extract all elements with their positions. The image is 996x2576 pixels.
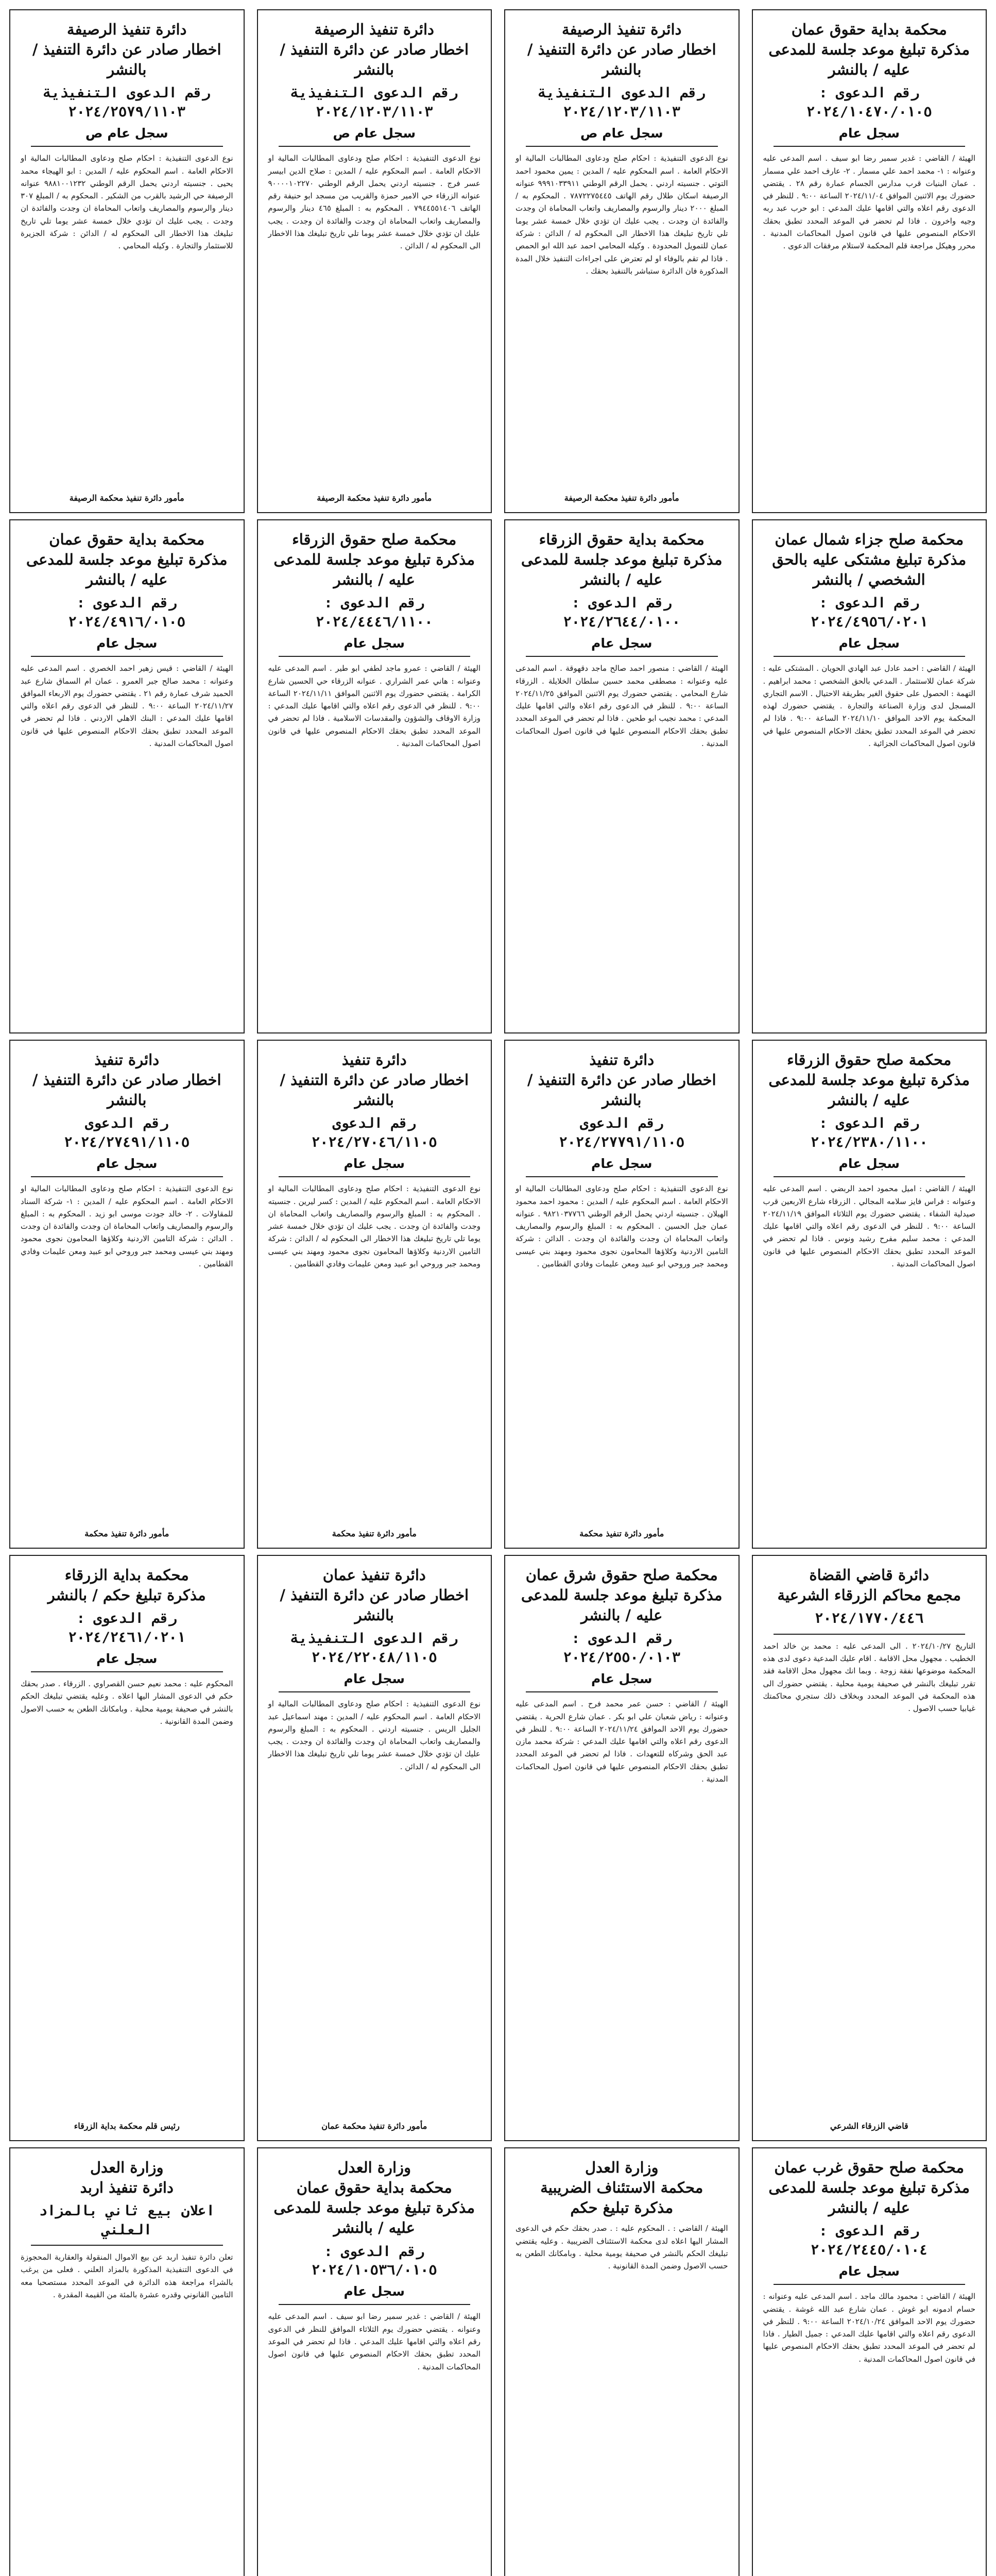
- notice-body: الهيئة / القاضي : . المحكوم عليه : . صدر بحقك حكم في الدعوى المشار اليها اعلاه لدى محكمة الاستئناف الضريبية . وعليه يقتضي تبليغك الحكم بالنشر في صحيفة يومية محلية . وبامكانك الطعن به حسب الاصول وضمن المدة القانونية .: [516, 2224, 728, 2271]
- notice-body: نوع الدعوى التنفيذية : احكام صلح ودعاوى المطالبات المالية او الاحكام العامة . اسم المحكوم عليه / المدين : يمين محمود احمد التوتي . جنسيته اردني . يحمل الرقم الوطني ٩٩٩١٠٣٣٩١١ عنوانه الرصيفة اسكان طلال رقم الهاتف ٧٨٧٢٢٧٥٤٤٥ . المحكوم به / المبلغ ٢٠٠٠ دينار والرسوم والمصاريف واتعاب المحاماة ان وجدت والفائدة ان وجدت . يجب عليك ان تؤدي خلال خمسة عشر يوما تلي تاريخ تبليغك هذا الاخطار الى المحكوم له / الدائن : شركة عمان للتمويل المحدودة . وكيله المحامي احمد عبد الله ابو الحمص . فاذا لم تقم بالوفاء او لم تعترض على اجراءات التنفيذ خلال المدة المذكورة فان الدائرة ستباشر بالتنفيذ بحقك .: [516, 154, 728, 276]
- notice-signature: مأمور دائرة تنفيذ محكمة الرصيفة: [317, 493, 432, 503]
- divider: [774, 146, 966, 147]
- notice-body: الهيئة / القاضي : احمد عادل عبد الهادي الحويان . المشتكى عليه : شركة عمان للاستثمار . المدعي بالحق الشخصي : محمد ابراهيم . التهمة : الحصول على حقوق الغير بطريقة الاحتيال . الاسم التجاري المسجل لدى وزارة الصناعة والتجارة . يقتضي حضورك لهذه المحكمة يوم الاحد الموافق ٢٠٢٤/١١/١٠ الساعة ٩:٠٠ . فاذا لم تحضر في الموعد المحدد تطبق بحقك الاحكام المنصوص عليها في قانون اصول المحاكمات الجزائية .: [763, 664, 976, 749]
- notice-header: دائرة تنفيذ اخطار صادر عن دائرة التنفيذ / بالنشر: [280, 1051, 469, 1109]
- legal-notice: [504, 2147, 740, 2576]
- notice-header: محكمة صلح حقوق شرق عمان مذكرة تبليغ موعد جلسة للمدعى عليه / بالنشر: [521, 1566, 723, 1624]
- register-label: سجل عام: [838, 636, 900, 651]
- legal-notice: [9, 1555, 245, 2141]
- legal-notice: [504, 1555, 740, 2141]
- notice-header: محكمة صلح حقوق غرب عمان مذكرة تبليغ موعد جلسة للمدعى عليه / بالنشر: [768, 2159, 970, 2217]
- register-label: سجل عام: [344, 636, 405, 651]
- legal-notice: [752, 1040, 987, 1549]
- register-label: سجل عام: [591, 636, 652, 651]
- notice-header: دائرة تنفيذ عمان اخطار صادر عن دائرة التنفيذ / بالنشر: [280, 1566, 469, 1624]
- notice-signature: مأمور دائرة تنفيذ محكمة: [84, 1529, 169, 1538]
- notice-body: الهيئة / القاضي : غدير سمير رضا ابو سيف . اسم المدعى عليه وعنوانه : ١- محمد احمد علي مسمار . ٢- عارف احمد علي مسمار . عمان البنيات قرب مدارس الجسام عمارة رقم ٢٨ . يقتضي حضورك يوم الاثنين الموافق ٢٠٢٤/١١/٠٤ الساعة ٩:٠٠ . للنظر في الدعوى رقم اعلاه والتي اقامها عليك المدعي : ابو حرب عبد ربه وجيه واخرون . فاذا لم تحضر في الموعد المحدد تطبق بحقك الاحكام المنصوص عليها في قانون اصول المحاكمات المدنية . محرر وهيكل مراجعة قلم المحكمة لاستلام مرفقات الدعوى .: [763, 154, 976, 251]
- case-number: رقم الدعوى : ٢٠٢٤/٢٣٨٠/١١٠٠: [810, 1115, 928, 1150]
- legal-notice: [504, 1040, 740, 1549]
- case-number: رقم الدعوى التنفيذية ٢٠٢٤/١٢٠٣/١١٠٣: [538, 85, 706, 120]
- legal-notice: [257, 1555, 492, 2141]
- divider: [31, 656, 223, 657]
- case-number: رقم الدعوى ٢٠٢٤/٢٧٧٩١/١١٠٥: [559, 1115, 685, 1150]
- case-number: رقم الدعوى : ٢٠٢٤/٢٦٤٤/٠١٠٠: [563, 595, 681, 630]
- legal-notice: [9, 519, 245, 1033]
- notice-header: دائرة تنفيذ اخطار صادر عن دائرة التنفيذ / بالنشر: [32, 1051, 221, 1109]
- register-label: سجل عام: [838, 126, 900, 141]
- case-number: رقم الدعوى : ٢٠٢٤/٢٤٤٥/٠١٠٤: [810, 2223, 928, 2258]
- notice-body: نوع الدعوى التنفيذية : احكام صلح ودعاوى المطالبات المالية او الاحكام العامة . اسم المحكوم عليه / المدين : محمود احمد محمود الهيلان . جنسيته اردني يحمل الرقم الوطني ٩٨٢١٠٣٧٧٦٦ . عنوانه عمان جبل الحسين . المحكوم به : المبلغ والرسوم والمصاريف واتعاب المحاماة ان وجدت والفائدة ان وجدت . الدائن : شركة التامين الاردنية وكلاؤها المحامون نجوى محمود ومهند بني عيسى ومحمد جبر وروحي ابو عبيد ومعن عليمات وفادي القطامين .: [516, 1184, 728, 1269]
- notice-body: المحكوم عليه : محمد نعيم حسن القصراوي . الزرقاء . صدر بحقك حكم في الدعوى المشار اليها اعلاه . وعليه يقتضي تبليغك الحكم بالنشر في صحيفة يومية محلية . وبامكانك الطعن به حسب الاصول وضمن المدة القانونية .: [21, 1679, 233, 1726]
- legal-notice: [752, 1555, 987, 2141]
- register-label: سجل عام: [591, 1156, 652, 1172]
- legal-notice: [257, 1040, 492, 1549]
- legal-notice: [9, 1040, 245, 1549]
- case-number: رقم الدعوى : ٢٠٢٤/٤٤٤٦/١١٠٠: [315, 595, 433, 630]
- notice-signature: مأمور دائرة تنفيذ محكمة: [579, 1529, 664, 1538]
- notice-body: التاريخ ٢٠٢٤/١٠/٢٧ . الى المدعى عليه : محمد بن خالد احمد الخطيب . مجهول محل الاقامة . اقام عليك المدعية دعوى لدى هذه المحكمة موضوعها نفقة زوجة . وبما انك مجهول محل الاقامة فقد تقرر تبليغك بالنشر في صحيفة يومية محلية . يقتضي حضورك الى هذه المحكمة في الموعد المحدد وبخلاف ذلك ستجري محاكمتك غيابيا حسب الاصول .: [763, 1641, 975, 1714]
- divider: [31, 1176, 223, 1177]
- notice-header: دائرة تنفيذ الرصيفة اخطار صادر عن دائرة التنفيذ / بالنشر: [527, 21, 716, 79]
- register-label: سجل عام ص: [333, 126, 416, 141]
- case-number: اعلان بيع ثاني بالمزاد العلني: [39, 2203, 215, 2238]
- notice-body: تعلن دائرة تنفيذ اربد عن بيع الاموال المنقولة والعقارية المحجوزة في الدعوى التنفيذية المذكورة بالمزاد العلني . فعلى من يرغب بالشراء مراجعة هذه الدائرة في الموعد المحدد مستصحبا معه التامين القانوني وقدره عشرة بالمئة من القيمة المقدرة .: [21, 2252, 233, 2300]
- register-label: سجل عام ص: [85, 126, 168, 141]
- divider: [526, 146, 718, 147]
- notice-signature: رئيس قلم محكمة بداية الزرقاء: [74, 2121, 180, 2131]
- legal-notice: [752, 2147, 987, 2576]
- notice-body: الهيئة / القاضي : غدير سمير رضا ابو سيف . اسم المدعى عليه وعنوانه . يقتضي حضورك يوم الثلاثاء الموافق للنظر في الدعوى رقم اعلاه والتي اقامها عليك المدعي . فاذا لم تحضر في الموعد المحدد تطبق بحقك الاحكام المنصوص عليها في قانون اصول المحاكمات المدنية .: [268, 2312, 480, 2371]
- legal-notice: [9, 9, 245, 513]
- notice-header: وزارة العدل محكمة الاستئناف الضريبية مذكرة تبليغ حكم: [540, 2159, 703, 2217]
- notice-body: نوع الدعوى التنفيذية : احكام صلح ودعاوى المطالبات المالية او الاحكام العامة . اسم المحكوم عليه / المدين : مهند اسماعيل عبد الجليل الريس . جنسيته اردني . المحكوم به : المبلغ والرسوم والمصاريف واتعاب المحاماة ان وجدت والفائدة ان وجدت . يجب عليك ان تؤدي خلال خمسة عشر يوما تلي تاريخ تبليغك هذا الاخطار الى المحكوم له / الدائن .: [268, 1699, 480, 1771]
- divider: [526, 1176, 718, 1177]
- case-number: رقم الدعوى ٢٠٢٤/٢٧٠٤٦/١١٠٥: [311, 1115, 437, 1150]
- legal-notice: [257, 519, 492, 1033]
- case-number: رقم الدعوى : ٢٠٢٤/٢٥٥٠/٠١٠٣: [563, 1631, 681, 1666]
- notice-signature: قاضي الزرقاء الشرعي: [830, 2121, 908, 2131]
- case-number: رقم الدعوى التنفيذية ٢٠٢٤/٢٢٠٤٨/١١٠٥: [290, 1631, 458, 1666]
- divider: [279, 2304, 471, 2305]
- notice-signature: مأمور دائرة تنفيذ محكمة الرصيفة: [69, 493, 184, 503]
- notice-header: محكمة بداية حقوق عمان مذكرة تبليغ موعد جلسة للمدعى عليه / بالنشر: [26, 531, 228, 589]
- legal-notice: [752, 519, 987, 1033]
- register-label: سجل عام: [96, 636, 158, 651]
- notice-signature: مأمور دائرة تنفيذ محكمة عمان: [321, 2121, 427, 2131]
- legal-notice: [9, 2147, 245, 2576]
- divider: [31, 146, 223, 147]
- notice-header: وزارة العدل دائرة تنفيذ اربد: [80, 2159, 174, 2197]
- notice-header: محكمة بداية حقوق الزرقاء مذكرة تبليغ موعد جلسة للمدعى عليه / بالنشر: [521, 531, 723, 589]
- notice-body: الهيئة / القاضي : منصور احمد صالح ماجد دقهوقة . اسم المدعى عليه وعنوانه : مصطفى محمد حسين سلطان الخلايلة . الزرقاء شارع المحامي . يقتضي حضورك يوم الاثنين الموافق ٢٠٢٤/١١/٢٥ الساعة ٩:٠٠ . للنظر في الدعوى رقم اعلاه والتي اقامها عليك المدعي : محمد نجيب ابو طحين . فاذا لم تحضر في الموعد المحدد تطبق بحقك الاحكام المنصوص عليها في قانون اصول المحاكمات المدنية .: [516, 664, 728, 749]
- register-label: سجل عام: [591, 1671, 652, 1687]
- notice-header: محكمة بداية حقوق عمان مذكرة تبليغ موعد جلسة للمدعى عليه / بالنشر: [768, 21, 970, 79]
- notice-body: نوع الدعوى التنفيذية : احكام صلح ودعاوى المطالبات المالية او الاحكام العامة . اسم المحكوم عليه / المدين : ابو الهيجاء محمد يحيى . جنسيته اردني يحمل الرقم الوطني ٩٨٨١٠٠١٢٣٢ عنوانه الرصيفة حي الرشيد بالقرب من الشكير . المحكوم به / المبلغ ٣٠٧ دينار والرسوم والمصاريف واتعاب المحاماة ان وجدت والفائدة ان وجدت . يجب عليك ان تؤدي خلال خمسة عشر يوما تلي تاريخ تبليغك هذا الاخطار الى المحكوم له / الدائن : شركة الجزيرة للاستثمار والتجارة . وكيله المحامي .: [21, 154, 233, 251]
- notice-header: دائرة تنفيذ الرصيفة اخطار صادر عن دائرة التنفيذ / بالنشر: [32, 21, 221, 79]
- case-number: رقم الدعوى التنفيذية ٢٠٢٤/١٢٠٣/١١٠٣: [290, 85, 458, 120]
- case-number: رقم الدعوى : ٢٠٢٤/٤٩١٦/٠١٠٥: [68, 595, 186, 630]
- case-number: رقم الدعوى : ٢٠٢٤/٤٩٥٦/٠٢٠١: [810, 595, 928, 630]
- divider: [279, 656, 471, 657]
- notice-header: محكمة بداية الزرقاء مذكرة تبليغ حكم / بالنشر: [47, 1566, 206, 1604]
- case-number: رقم الدعوى : ٢٠٢٤/٢٤٦١/٠٢٠١: [68, 1611, 186, 1646]
- notice-signature: مأمور دائرة تنفيذ محكمة الرصيفة: [564, 493, 679, 503]
- case-number: رقم الدعوى : ٢٠٢٤/١٠٤٧٠/٠١٠٥: [806, 85, 932, 120]
- register-label: سجل عام: [344, 1671, 405, 1687]
- divider: [774, 656, 966, 657]
- legal-notice: [257, 2147, 492, 2576]
- notice-body: الهيئة / القاضي : عمرو ماجد لطفي ابو طير . اسم المدعى عليه وعنوانه : هاني عمر الشراري . عنوانه الزرقاء حي الحسين شارع الكرامة . يقتضي حضورك يوم الاثنين الموافق ٢٠٢٤/١١/١١ الساعة ٩:٠٠ . للنظر في الدعوى رقم اعلاه والتي اقامها عليك المدعي : وزارة الاوقاف والشؤون والمقدسات الاسلامية . فاذا لم تحضر في الموعد المحدد تطبق بحقك الاحكام المنصوص عليها في قانون اصول المحاكمات المدنية .: [268, 664, 480, 749]
- register-label: سجل عام: [838, 2264, 900, 2279]
- divider: [31, 2245, 223, 2246]
- case-number: رقم الدعوى التنفيذية ٢٠٢٤/٢٥٧٩/١١٠٣: [43, 85, 211, 120]
- notice-header: محكمة صلح جزاء شمال عمان مذكرة تبليغ مشتكى عليه بالحق الشخصي / بالنشر: [772, 531, 967, 589]
- register-label: سجل عام: [838, 1156, 900, 1172]
- notice-signature: مأمور دائرة تنفيذ محكمة: [332, 1529, 417, 1538]
- legal-notice: [752, 9, 987, 513]
- divider: [774, 1634, 966, 1635]
- legal-notice: [504, 519, 740, 1033]
- divider: [774, 1176, 966, 1177]
- legal-notice: [257, 9, 492, 513]
- notice-body: الهيئة / القاضي : قيس زهير احمد الخصري . اسم المدعى عليه وعنوانه : محمد صالح جبر العمرو . عمان ام السماق شارع عبد الحميد شرف عمارة رقم ٢١ . يقتضي حضورك يوم الاربعاء الموافق ٢٠٢٤/١١/٢٧ الساعة ٩:٠٠ . للنظر في الدعوى رقم اعلاه والتي اقامها عليك المدعي : البنك الاهلي الاردني . فاذا لم تحضر في الموعد المحدد تطبق بحقك الاحكام المنصوص عليها في قانون اصول المحاكمات المدنية .: [21, 664, 233, 749]
- register-label: سجل عام: [96, 1156, 158, 1172]
- legal-notice: [504, 9, 740, 513]
- case-number: رقم الدعوى : ٢٠٢٤/١٠٥٣٦/٠١٠٥: [311, 2243, 437, 2278]
- divider: [526, 656, 718, 657]
- notice-header: دائرة قاضي القضاة مجمع محاكم الزرقاء الشرعية: [777, 1566, 961, 1604]
- notice-header: وزارة العدل محكمة بداية حقوق عمان مذكرة تبليغ موعد جلسة للمدعى عليه / بالنشر: [273, 2159, 475, 2237]
- case-number: رقم الدعوى ٢٠٢٤/٢٧٤٩١/١١٠٥: [64, 1115, 190, 1150]
- notice-header: محكمة صلح حقوق الزرقاء مذكرة تبليغ موعد جلسة للمدعى عليه / بالنشر: [273, 531, 475, 589]
- register-label: سجل عام: [96, 1651, 158, 1667]
- notice-header: محكمة صلح حقوق الزرقاء مذكرة تبليغ موعد جلسة للمدعى عليه / بالنشر: [768, 1051, 970, 1109]
- divider: [279, 1176, 471, 1177]
- divider: [774, 2284, 966, 2285]
- notice-body: الهيئة / القاضي : محمود مالك ماجد . اسم المدعى عليه وعنوانه : حسام ادمونه ابو غوش . عمان شارع عبد الله غوشة . يقتضي حضورك يوم الاحد الموافق ٢٠٢٤/١٠/٢٤ الساعة ٩:٠٠ . للنظر في الدعوى رقم اعلاه والتي اقامها عليك المدعي : جميل الطيار . فاذا لم تحضر في الموعد المحدد تطبق بحقك الاحكام المنصوص عليها في قانون اصول المحاكمات المدنية .: [763, 2292, 976, 2364]
- notice-body: الهيئة / القاضي : اميل محمود احمد الربضي . اسم المدعى عليه وعنوانه : فراس فايز سلامه المجالي . الزرقاء شارع الاربعين قرب صيدلية الشفاء . يقتضي حضورك يوم الثلاثاء الموافق ٢٠٢٤/١١/١٩ الساعة ٩:٠٠ . للنظر في الدعوى رقم اعلاه والتي اقامها عليك المدعي : محمد سليم مفرح رشيد ونوس . فاذا لم تحضر في الموعد المحدد تطبق بحقك الاحكام المنصوص عليها في قانون اصول المحاكمات المدنية .: [763, 1184, 975, 1269]
- notice-body: نوع الدعوى التنفيذية : احكام صلح ودعاوى المطالبات المالية او الاحكام العامة . اسم المحكوم عليه / المدين : ١- شركة السناد للمقاولات . ٢- خالد جودت موسى ابو زيد . المحكوم به : المبلغ والرسوم والمصاريف واتعاب المحاماة ان وجدت والفائدة ان وجدت . الدائن : شركة التامين الاردنية وكلاؤها المحامون نجوى محمود ومهند بني عيسى ومحمد جبر وروحي ابو عبيد ومعن عليمات وفادي القطامين .: [21, 1184, 233, 1269]
- register-label: سجل عام: [344, 2284, 405, 2299]
- divider: [526, 1691, 718, 1692]
- case-number: ٢٠٢٤/١٧٧٠/٤٤٦: [815, 1611, 924, 1627]
- divider: [279, 1691, 471, 1692]
- divider: [31, 1671, 223, 1672]
- notice-body: نوع الدعوى التنفيذية : احكام صلح ودعاوى المطالبات المالية او الاحكام العامة . اسم المحكوم عليه / المدين : كسر ليرين . جنسيته . المحكوم به : المبلغ والرسوم والمصاريف واتعاب المحاماة ان وجدت والفائدة ان وجدت . يجب عليك ان تؤدي خلال خمسة عشر يوما تلي تاريخ تبليغك هذا الاخطار الى المحكوم له / الدائن : شركة التامين الاردنية وكلاؤها المحامون نجوى محمود ومهند بني عيسى ومحمد جبر وروحي ابو عبيد ومعن عليمات وفادي القطامين .: [268, 1184, 480, 1269]
- notice-header: دائرة تنفيذ اخطار صادر عن دائرة التنفيذ / بالنشر: [527, 1051, 716, 1109]
- register-label: سجل عام: [344, 1156, 405, 1172]
- register-label: سجل عام ص: [580, 126, 663, 141]
- notice-header: دائرة تنفيذ الرصيفة اخطار صادر عن دائرة التنفيذ / بالنشر: [280, 21, 469, 79]
- notice-body: نوع الدعوى التنفيذية : احكام صلح ودعاوى المطالبات المالية او الاحكام العامة . اسم المحكوم عليه / المدين : صلاح الدين ابيسر عسر فرج . جنسيته اردني يحمل الرقم الوطني ٩٠٠٠٠١٠٢٢٧٠ عنوانه الزرقاء حي الامير حمزة والقريب من مسجد ابو حنيفة رقم الهاتف ٧٩٤٤٥٥١٤٠٦ . المحكوم به : المبلغ ٤٦٥ دينار والرسوم والمصاريف واتعاب المحاماة ان وجدت والفائدة ان وجدت . يجب عليك ان تؤدي خلال خمسة عشر يوما تلي تاريخ تبليغك هذا الاخطار الى المحكوم له / الدائن .: [268, 154, 480, 251]
- divider: [279, 146, 471, 147]
- notice-body: الهيئة / القاضي : حسن عمر محمد فرح . اسم المدعى عليه وعنوانه : رياض شعبان علي ابو بكر . عمان شارع الحرية . يقتضي حضورك يوم الاحد الموافق ٢٠٢٤/١١/٢٤ الساعة ٩:٠٠ . للنظر في الدعوى رقم اعلاه والتي اقامها عليك المدعي : شركة محمد مازن عبد الحق وشركاه للتعهدات . فاذا لم تحضر في الموعد المحدد تطبق بحقك الاحكام المنصوص عليها في قانون اصول المحاكمات المدنية .: [516, 1699, 728, 1784]
